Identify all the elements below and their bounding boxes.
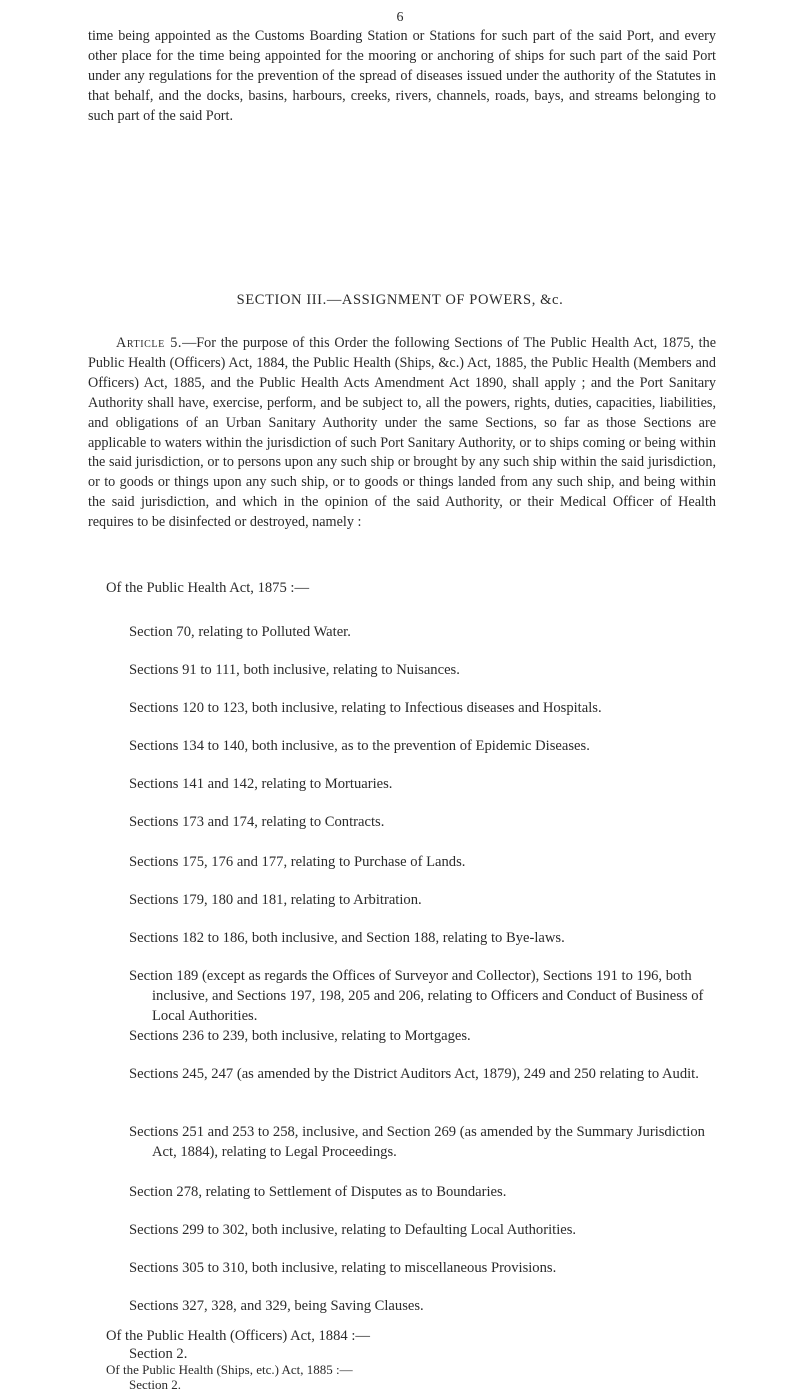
article-label: Article 5. — [116, 335, 183, 351]
list-item: Section 70, relating to Polluted Water. — [129, 624, 351, 640]
list-item: Sections 245, 247 (as amended by the District Auditors Act, 1879), 249 and 250 relating to Audit. — [129, 1066, 699, 1082]
act-ships-heading: Of the Public Health (Ships, etc.) Act, 1885 :— — [106, 1362, 353, 1377]
act-ships-section: Section 2. — [129, 1377, 181, 1392]
list-item: Sections 120 to 123, both inclusive, relating to Infectious diseases and Hospitals. — [129, 700, 602, 716]
article-paragraph — [88, 334, 716, 533]
list-item: Sections 91 to 111, both inclusive, relating to Nuisances. — [129, 662, 460, 678]
list-item: Sections 134 to 140, both inclusive, as to the prevention of Epidemic Diseases. — [129, 738, 590, 754]
list-item: Sections 173 and 174, relating to Contracts. — [129, 814, 385, 830]
list-item: Sections 327, 328, and 329, being Saving Clauses. — [129, 1298, 424, 1314]
list-item: Sections 305 to 310, both inclusive, relating to miscellaneous Provisions. — [129, 1260, 557, 1276]
article-text: —For the purpose of this Order the following Sections of The Public Health Act, 1875, the Public Health (Officers) Act, 1884, the Public Health (Ships, &c.) Act, 1885, the Public Health (Members and Officers) Act, 1885, and the Public Health Acts Amendment Act 1890, shall apply ; and the Port Sanitary Authority shall have, exercise, perform, and be subject to, all the powers, rights, duties, capacities, liabilities, and obligations of an Urban Sanitary Authority under the same Sections, so far as those Sections are applicable to waters within the jurisdiction of such Port Sanitary Authority, or to ships coming or being within the said jurisdiction, or to persons upon any such ship or brought by any such ship within the said jurisdiction, or to goods or things upon any such ship, or to goods or things landed from any such ship, and being within the said jurisdiction, and which in the opinion of the said Authority, or their Medical Officer of Health requires to be disinfected or destroyed, namely : — [88, 335, 717, 531]
list-item: Sections 179, 180 and 181, relating to Arbitration. — [129, 892, 422, 908]
section-heading: SECTION III.—ASSIGNMENT OF POWERS, &c. — [236, 292, 564, 308]
page-number: 6 — [396, 10, 404, 25]
act-officers-section: Section 2. — [129, 1346, 188, 1362]
list-item: Sections 141 and 142, relating to Mortuaries. — [129, 776, 393, 792]
list-item: Sections 299 to 302, both inclusive, relating to Defaulting Local Authorities. — [129, 1222, 577, 1238]
list-item: Sections 175, 176 and 177, relating to Purchase of Lands. — [129, 854, 466, 870]
act-1875-heading: Of the Public Health Act, 1875 :— — [106, 580, 310, 596]
list-item: Section 189 (except as regards the Offices of Surveyor and Collector), Sections 191 to 196, both inclusive, and Sections 197, 198, 205 and 206, relating to Officers and Conduct of Business of Local Authorities. — [129, 968, 704, 1024]
list-item: Section 278, relating to Settlement of Disputes as to Boundaries. — [129, 1184, 507, 1200]
list-item: Sections 182 to 186, both inclusive, and Section 188, relating to Bye-laws. — [129, 930, 565, 946]
list-item: Sections 236 to 239, both inclusive, relating to Mortgages. — [129, 1028, 471, 1044]
list-item: Sections 251 and 253 to 258, inclusive, and Section 269 (as amended by the Summary Jurisdiction Act, 1884), relating to Legal Proceedings. — [129, 1124, 705, 1160]
intro-paragraph: time being appointed as the Customs Boarding Station or Stations for such part of the said Port, and every other place for the time being appointed for the mooring or anchoring of ships for such part of the said Port under any regulations for the prevention of the spread of diseases issued under the authority of the Statutes in that behalf, and the docks, basins, harbours, creeks, rivers, channels, roads, bays, and streams belonging to such part of the said Port. — [88, 28, 716, 124]
act-officers-heading: Of the Public Health (Officers) Act, 1884 :— — [106, 1328, 370, 1344]
